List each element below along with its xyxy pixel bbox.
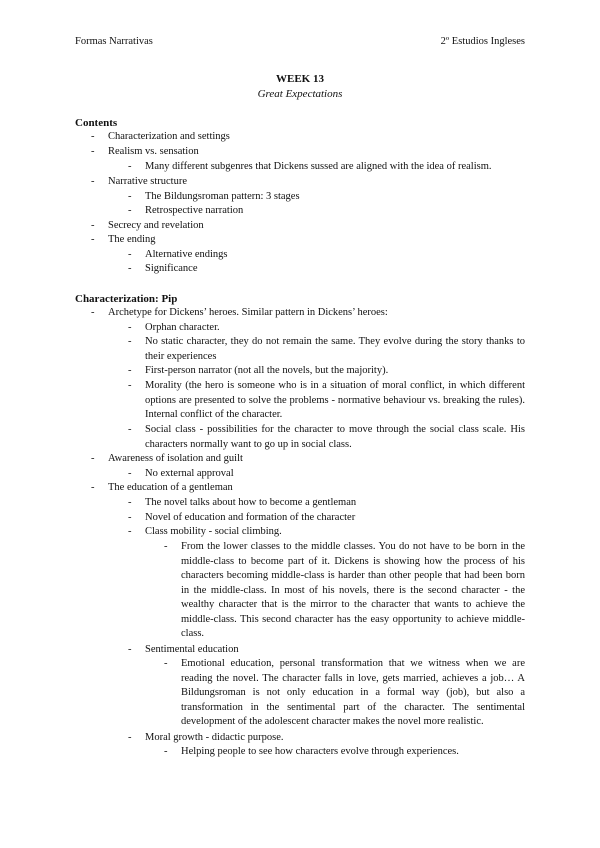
list-item: - Narrative structure bbox=[108, 175, 187, 190]
list-item: - Realism vs. sensation bbox=[108, 145, 199, 160]
list-item: - The Bildungsroman pattern: 3 stages bbox=[145, 190, 300, 205]
list-item: - Characterization and settings bbox=[108, 130, 230, 145]
list-item: - No external approval bbox=[145, 467, 234, 482]
list-item: - Alternative endings bbox=[145, 248, 228, 263]
list-item: - First-person narrator (not all the novels, but the majority). bbox=[145, 364, 388, 379]
header-course: Formas Narrativas bbox=[75, 36, 153, 47]
page-subtitle: Great Expectations bbox=[257, 88, 343, 100]
list-item: - Significance bbox=[145, 262, 197, 277]
list-item: - Helping people to see how characters evolve through experiences. bbox=[181, 745, 459, 760]
list-item: - Retrospective narration bbox=[145, 204, 243, 219]
list-item: - Sentimental education bbox=[145, 643, 239, 658]
page-title: WEEK 13 bbox=[276, 73, 324, 85]
list-item: - Emotional education, personal transformation that we witness when we are reading the novel. The character falls in love, gets married, achieves a job… A Bildungsroman is not only education in a formal way (job), but also a transformation in the sentimental part of the character. The sentimental development of the adolescent character makes the novel more realistic. bbox=[181, 657, 525, 730]
list-item: - Archetype for Dickens’ heroes. Similar pattern in Dickens’ heroes: bbox=[108, 306, 388, 321]
list-item: - Class mobility - social climbing. bbox=[145, 525, 282, 540]
list-item: - Moral growth - didactic purpose. bbox=[145, 731, 284, 746]
list-item: - The novel talks about how to become a gentleman bbox=[145, 496, 356, 511]
header-degree: 2º Estudios Ingleses bbox=[440, 36, 525, 47]
list-item: - Social class - possibilities for the character to move through the social class scale. His characters normally want to go up in social class. bbox=[145, 423, 525, 452]
list-item: - Morality (the hero is someone who is in a situation of moral conflict, in which different options are presented to solve the problems - normative behaviour vs. breaking the rules). Internal conflict of the character. bbox=[145, 379, 525, 423]
characterization-heading: Characterization: Pip bbox=[75, 293, 178, 305]
list-item: - Secrecy and revelation bbox=[108, 219, 204, 234]
list-item: - No static character, they do not remain the same. They evolve during the story thanks to their experiences bbox=[145, 335, 525, 364]
list-item: - Many different subgenres that Dickens sussed are aligned with the idea of realism. bbox=[145, 160, 492, 175]
list-item: - From the lower classes to the middle classes. You do not have to be born in the middle-class to become part of it. Dickens is showing how the process of his characters becoming middle-class is harder than other people that had been born in the middle-class. In most of his novels, there is the second character - the wealthy character that is the mirror to the character that wants to achieve the middle-class. This second character has the easy opportunity to achieve middle-class. bbox=[181, 540, 525, 642]
list-item: - The ending bbox=[108, 233, 156, 248]
contents-heading: Contents bbox=[75, 117, 118, 129]
list-item: - Novel of education and formation of the character bbox=[145, 511, 355, 526]
list-item: - Awareness of isolation and guilt bbox=[108, 452, 243, 467]
list-item: - The education of a gentleman bbox=[108, 481, 233, 496]
list-item: - Orphan character. bbox=[145, 321, 220, 336]
